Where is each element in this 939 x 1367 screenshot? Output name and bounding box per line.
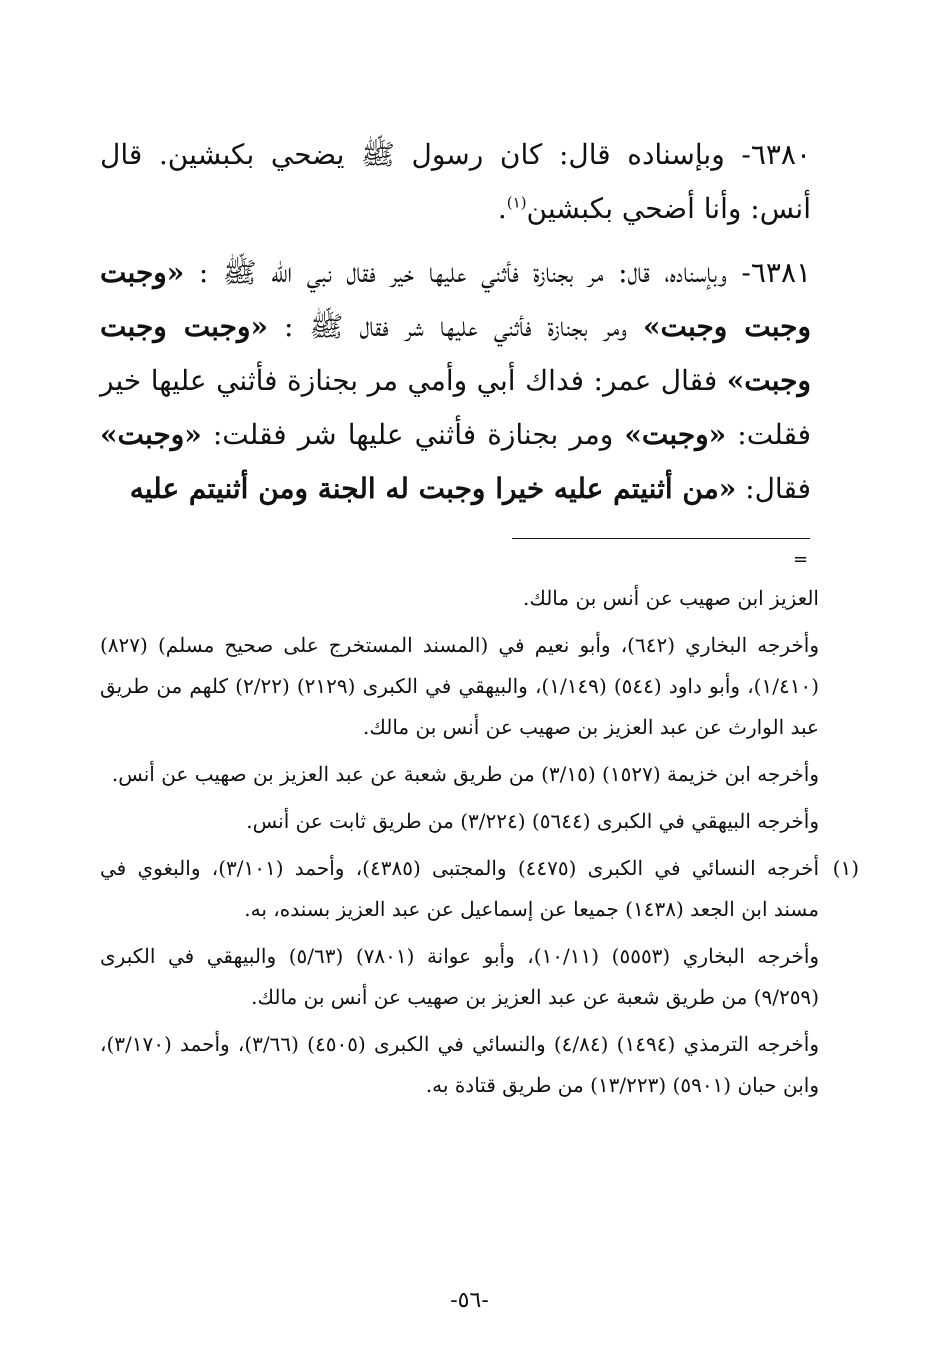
hadith-text: فقال عمر: فداك أبي وأمي مر بجنازة فأثني عليها خير فقلت: [100, 364, 812, 451]
footnote-separator [512, 538, 810, 539]
hadith-number: ٦٣٨٠- [741, 138, 811, 171]
footnotes [100, 578, 859, 1112]
page-number: -٥٦- [450, 1288, 489, 1313]
hadith-text: ومر بجنازة فأثني عليها شر فقلت: [212, 418, 614, 451]
hadith-number: ٦٣٨١- [741, 256, 812, 289]
footnote-1 [100, 848, 859, 930]
quote-bold: «وجبت» [624, 418, 727, 451]
footnote-paragraph: وأخرجه البخاري (٥٥٥٣) (١٠/١١)، وأبو عوانة (٧٨٠١) (٥/٦٣) والبيهقي في الكبرى (٩/٢٥٩) من طريق شعبة عن عبد العزيز بن صهيب عن أنس بن مالك. [100, 944, 820, 1009]
continuation-mark: = [793, 549, 809, 570]
hadith-text: فقال: [745, 472, 811, 505]
footnote-paragraph: وأخرجه البخاري (٦٤٢)، وأبو نعيم في (المسند المستخرج على صحيح مسلم) (٨٢٧) (١/٤١٠)، وأبو داود (٥٤٤) (١/١٤٩)، والبيهقي في الكبرى (٢١٢٩) (٢/٢٢) كلهم من طريق عبد الوارث عن عبد العزيز بن صهيب عن أنس بن مالك. [100, 633, 820, 739]
hadith-6380 [100, 128, 811, 236]
footnote-paragraph: وأخرجه البيهقي في الكبرى (٥٦٤٤) (٣/٢٢٤) من طريق ثابت عن أنس. [246, 809, 819, 833]
footnote-paragraph: وأخرجه الترمذي (١٤٩٤) (٤/٨٤) والنسائي في الكبرى (٤٥٠٥) (٣/٦٦)، وأحمد (٣/١٧٠)، وابن حبان (٥٩٠١) (١٣/٢٢٣) من طريق قتادة به. [100, 1032, 819, 1097]
footnote-text: أخرجه النسائي في الكبرى (٤٤٧٥) والمجتبى (٤٣٨٥)، وأحمد (٣/١٠١)، والبغوي في مسند ابن الجعد (١٤٣٨) جميعا عن إسماعيل عن عبد العزيز بسنده، به. [100, 856, 820, 921]
footnote-paragraph: العزيز ابن صهيب عن أنس بن مالك. [523, 586, 819, 610]
hadith-end: . [497, 192, 507, 225]
quote-bold: «وجبت وجبت وجبت» [100, 310, 811, 397]
footnote-ref: (١) [506, 193, 527, 212]
hadith-text: وبإسناده قال: كان رسول ﷺ يضحي بكبشين. قال أنس: وأنا أضحي بكبشين [100, 138, 811, 225]
quote-bold: «وجبت» [100, 418, 202, 451]
hadith-text: ومر بجنازة فأثني عليها شر فقال ﷺ : [284, 310, 627, 343]
main-text [100, 128, 811, 526]
footnote-paragraph: وأخرجه ابن خزيمة (١٥٢٧) (٣/١٥) من طريق شعبة عن عبد العزيز بن صهيب عن أنس. [111, 762, 819, 786]
hadith-6381 [100, 246, 811, 516]
quote-bold: «من أثنيتم عليه خيرا وجبت له الجنة ومن أثنيتم عليه [129, 472, 737, 505]
quote-bold: «وجبت وجبت وجبت» [100, 256, 812, 343]
hadith-text: وبإسناده، قال: مر بجنازة فأثني عليها خير فقال نبي الله ﷺ : [198, 256, 727, 289]
footnote-marker: (١) [832, 856, 859, 880]
